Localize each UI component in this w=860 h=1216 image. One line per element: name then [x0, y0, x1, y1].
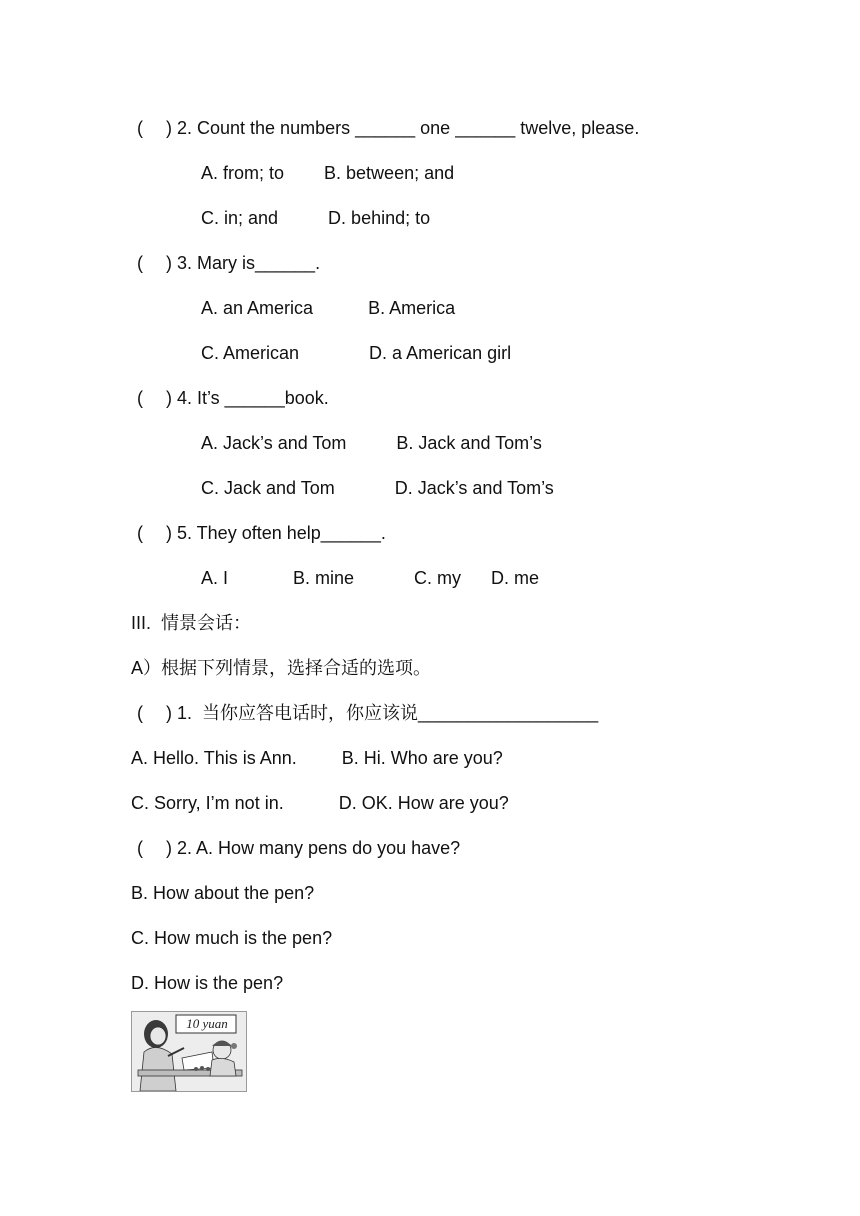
- s3-question-1-stem: ( ) 1. 当你应答电话时，你应该说__________________: [137, 703, 599, 723]
- section-3-subtitle: A）根据下列情景，选择合适的选项。: [131, 658, 432, 678]
- question-3-stem: ( ) 3. Mary is______.: [137, 253, 321, 273]
- question-4-options-row-1: A. Jack’s and Tom B. Jack and Tom’s: [201, 433, 542, 453]
- shopping-illustration: [131, 1011, 247, 1092]
- question-4-stem: ( ) 4. It’s ______book.: [137, 388, 329, 408]
- question-3-options-row-2: C. American D. a American girl: [201, 343, 512, 363]
- question-2-stem: ( ) 2. Count the numbers ______ one ______ twelve, please.: [137, 118, 640, 138]
- question-3-options-row-1: A. an America B. America: [201, 298, 456, 318]
- s3-question-2-option-d: D. How is the pen?: [131, 973, 284, 993]
- question-2-options-row-1: A. from; to B. between; and: [201, 163, 455, 183]
- question-4-options-row-2: C. Jack and Tom D. Jack’s and Tom’s: [201, 478, 554, 498]
- question-2-options-row-2: C. in; and D. behind; to: [201, 208, 431, 228]
- question-5-stem: ( ) 5. They often help______.: [137, 523, 386, 543]
- s3-question-1-options-row-2: C. Sorry, I’m not in. D. OK. How are you?: [131, 793, 509, 813]
- s3-question-1-options-row-1: A. Hello. This is Ann. B. Hi. Who are you?: [131, 748, 503, 768]
- s3-question-2-option-b: B. How about the pen?: [131, 883, 315, 903]
- s3-question-2-stem: ( ) 2. A. How many pens do you have?: [137, 838, 461, 858]
- question-5-options-row-1: A. I B. mine C. my D. me: [201, 568, 540, 588]
- picture-caption: 10 yuan: [186, 1016, 228, 1031]
- section-3-title: III. 情景会话：: [131, 613, 252, 633]
- s3-question-2-option-c: C. How much is the pen?: [131, 928, 333, 948]
